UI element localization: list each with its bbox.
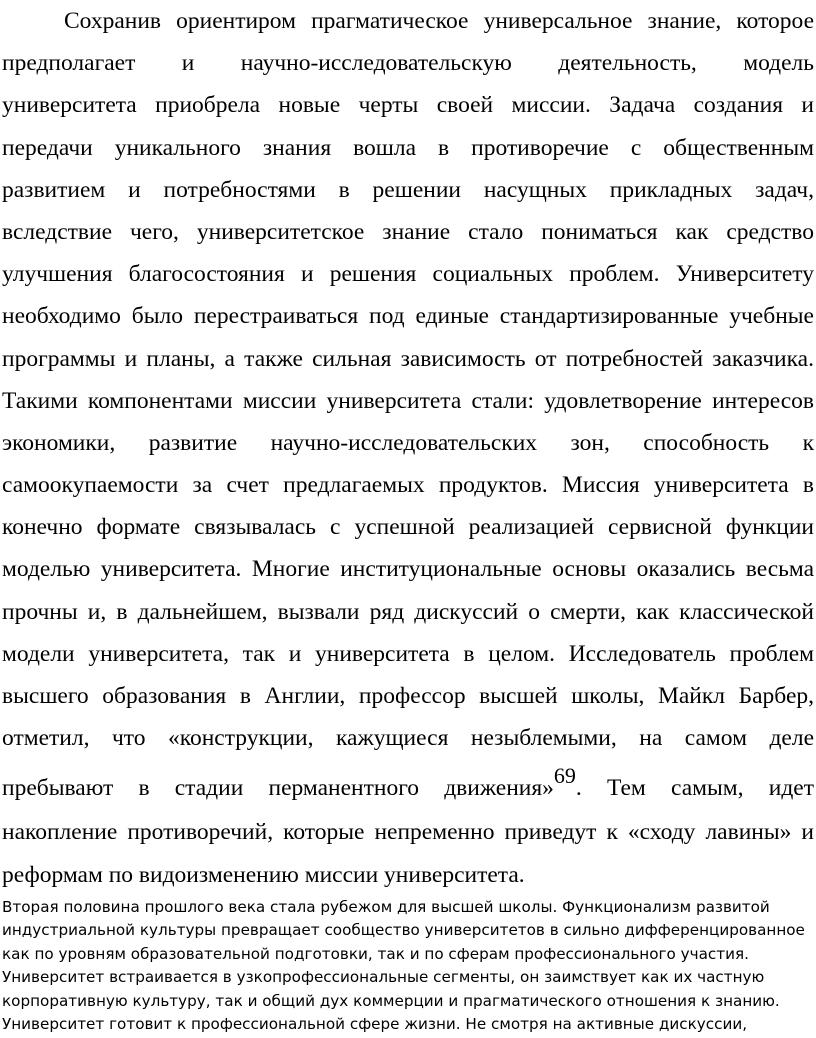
text-line: необходимо было перестраиваться под единые стандартизированные учебные bbox=[2, 303, 814, 330]
text-line: высшего образования в Англии, профессор высшей школы, Майкл Барбер, bbox=[2, 683, 814, 709]
text-line: Университет готовит к профессиональной сфере жизни. Не смотря на активные дискуссии, bbox=[2, 1014, 748, 1033]
text-line: накопление противоречий, которые непременно приведут к «сходу лавины» и bbox=[2, 819, 814, 846]
text-line: корпоративную культуру, так и общий дух коммерции и прагматического отношения к знанию. bbox=[2, 991, 780, 1010]
text-line: университета приобрела новые черты своей миссии. Задача создания и bbox=[2, 92, 814, 119]
main-paragraph bbox=[2, 0, 814, 896]
text-line: Сохранив ориентиром прагматическое универсальное знание, которое bbox=[64, 8, 814, 34]
text-line: вследствие чего, университетское знание стало пониматься как средство bbox=[2, 218, 814, 245]
text-line: самоокупаемости за счет предлагаемых продуктов. Миссия университета в bbox=[2, 472, 814, 499]
text-line: индустриальной культуры превращает сообщество университетов в сильно дифференцированное bbox=[2, 921, 805, 940]
text-line: экономики, развитие научно-исследовательских зон, способность к bbox=[2, 429, 814, 456]
footnote-text-line bbox=[2, 759, 814, 811]
text-line: развитием и потребностями в решении насущных прикладных задач, bbox=[2, 176, 814, 203]
footnote-reference[interactable]: 69 bbox=[553, 763, 576, 789]
text-line: Университет встраивается в узкопрофессиональные сегменты, он заимствует как их частную bbox=[2, 968, 765, 987]
text-line: моделью университета. Многие институциональные основы оказались весьма bbox=[2, 556, 814, 583]
text-line: программы и планы, а также сильная зависимость от потребностей заказчика. bbox=[2, 345, 814, 372]
footnote-line-start: пребывают в стадии перманентного движения» bbox=[2, 775, 554, 802]
text-line: предполагает и научно-исследовательскую деятельность, модель bbox=[2, 50, 814, 77]
text-line: конечно формате связывалась с успешной реализацией сервисной функции bbox=[2, 514, 814, 541]
text-line: как по уровням образовательной подготовки, так и по сферам профессионального участия. bbox=[2, 944, 749, 963]
text-line: передачи уникального знания вошла в противоречие с общественным bbox=[2, 134, 814, 161]
text-line: Вторая половина прошлого века стала рубежом для высшей школы. Функционализм развитой bbox=[2, 898, 770, 916]
text-line: реформам по видоизменению миссии университета. bbox=[2, 861, 525, 888]
text-line: улучшения благосостояния и решения социальных проблем. Университету bbox=[2, 261, 814, 288]
footnote-line-end: . Тем самым, идет bbox=[575, 775, 814, 802]
secondary-paragraph bbox=[2, 896, 808, 1036]
text-line: Такими компонентами миссии университета стали: удовлетворение интересов bbox=[2, 387, 814, 414]
text-line: модели университета, так и университета в целом. Исследователь проблем bbox=[2, 640, 814, 667]
text-line: прочны и, в дальнейшем, вызвали ряд дискуссий о смерти, как классической bbox=[2, 598, 814, 625]
text-line: отметил, что «конструкции, кажущиеся незыблемыми, на самом деле bbox=[2, 725, 814, 752]
